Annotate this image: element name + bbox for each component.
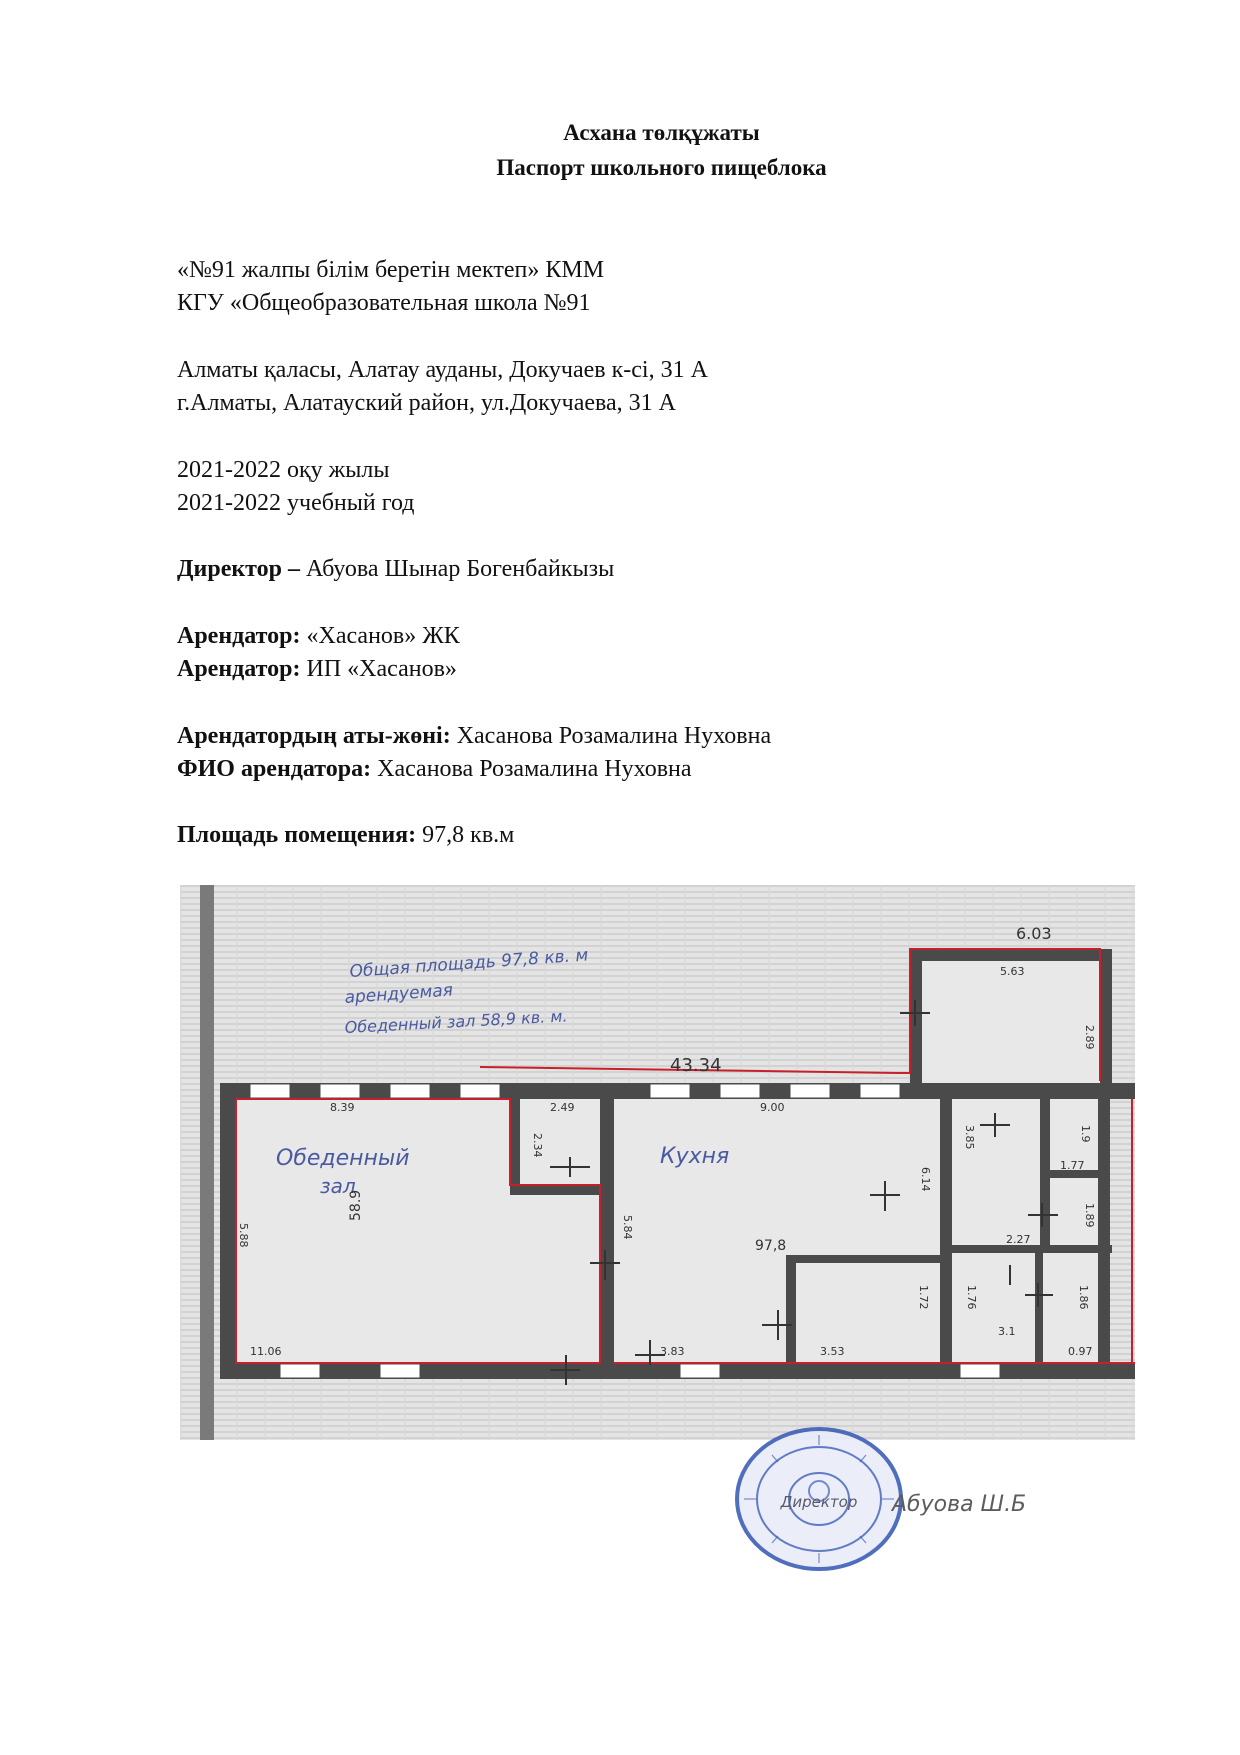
address-ru: г.Алматы, Алатауский район, ул.Докучаева, 31 А bbox=[177, 390, 676, 416]
director-label: Директор – bbox=[177, 556, 300, 582]
area-value: 97,8 кв.м bbox=[416, 822, 515, 848]
tenant-name-ru-value: Хасанова Розамалина Нуховна bbox=[371, 756, 692, 782]
title-kz: Асхана төлқұжаты bbox=[563, 120, 760, 145]
dining-hall-label-1: Обеденный bbox=[276, 1146, 410, 1171]
director-line bbox=[177, 556, 614, 583]
tenant-name-kz-line bbox=[177, 723, 771, 750]
tenant-kz-value: «Хасанов» ЖК bbox=[300, 623, 460, 649]
dim-3-53: 3.53 bbox=[820, 1345, 845, 1358]
dim-3-85: 3.85 bbox=[963, 1125, 976, 1150]
tenant-name-kz-label: Арендатордың аты-жөні: bbox=[177, 723, 451, 749]
dim-0-97: 0.97 bbox=[1068, 1345, 1093, 1358]
note-rented: арендуемая bbox=[343, 980, 454, 1008]
year-ru: 2021-2022 учебный год bbox=[177, 490, 415, 516]
note-total-area: Общая площадь 97,8 кв. м bbox=[348, 945, 589, 982]
dim-5-88: 5.88 bbox=[237, 1223, 250, 1248]
area-label: Площадь помещения: bbox=[177, 822, 417, 848]
dim-1-86: 1.86 bbox=[1077, 1285, 1090, 1310]
dining-hall-label-2: зал bbox=[320, 1174, 356, 1198]
director-signature: Абуова Ш.Б bbox=[892, 1492, 1027, 1517]
school-name-kz: «№91 жалпы білім беретін мектеп» КММ bbox=[177, 257, 605, 283]
dim-1-77: 1.77 bbox=[1060, 1159, 1085, 1172]
tenant-name-ru-label: ФИО арендатора: bbox=[177, 756, 372, 782]
tenant-kz-line bbox=[177, 623, 460, 650]
dim-2-89: 2.89 bbox=[1083, 1025, 1096, 1050]
kitchen-area-value: 97,8 bbox=[755, 1238, 787, 1254]
dining-area-value: 58.9 bbox=[348, 1189, 364, 1221]
dim-1-72: 1.72 bbox=[917, 1285, 930, 1310]
dim-9-00: 9.00 bbox=[760, 1101, 785, 1114]
left-edge-wall bbox=[200, 885, 214, 1440]
dim-6-14: 6.14 bbox=[919, 1167, 932, 1192]
year-kz: 2021-2022 оқу жылы bbox=[177, 457, 390, 483]
tenant-name-kz-value: Хасанова Розамалина Нуховна bbox=[450, 723, 772, 749]
stamp-seal-drawing bbox=[732, 1425, 907, 1573]
dim-11-06: 11.06 bbox=[250, 1345, 282, 1358]
official-stamp bbox=[732, 1425, 907, 1573]
dim-total-length: 43.34 bbox=[670, 1055, 722, 1076]
dim-1-9: 1.9 bbox=[1079, 1125, 1092, 1143]
floor-plan bbox=[180, 885, 1135, 1440]
kitchen-label: Кухня bbox=[660, 1144, 730, 1169]
dim-top-right: 6.03 bbox=[1016, 924, 1052, 943]
dim-2-49: 2.49 bbox=[550, 1101, 575, 1114]
school-name-ru: КГУ «Общеобразовательная школа №91 bbox=[177, 290, 591, 316]
dim-2-34: 2.34 bbox=[531, 1133, 544, 1158]
area-line bbox=[177, 822, 514, 849]
tenant-ru-label: Арендатор: bbox=[177, 656, 301, 682]
tenant-kz-label: Арендатор: bbox=[177, 623, 301, 649]
floor-plan-drawing bbox=[180, 885, 1135, 1440]
dim-2-27: 2.27 bbox=[1006, 1233, 1031, 1246]
tenant-name-ru-line bbox=[177, 756, 692, 783]
director-value: Абуова Шынар Богенбайкызы bbox=[300, 556, 615, 582]
dim-3-1: 3.1 bbox=[998, 1325, 1016, 1338]
dim-1-76: 1.76 bbox=[965, 1285, 978, 1310]
tenant-ru-line bbox=[177, 656, 457, 683]
title-ru: Паспорт школьного пищеблока bbox=[496, 155, 827, 180]
dim-8-39: 8.39 bbox=[330, 1101, 355, 1114]
dim-1-89: 1.89 bbox=[1083, 1203, 1096, 1228]
note-dining-area: Обеденный зал 58,9 кв. м. bbox=[344, 1006, 568, 1037]
address-kz: Алматы қаласы, Алатау ауданы, Докучаев к-сі, 31 А bbox=[177, 357, 708, 383]
stamp-center-text: Директор bbox=[780, 1493, 858, 1511]
dim-5-84: 5.84 bbox=[621, 1215, 634, 1240]
dim-3-83: 3.83 bbox=[660, 1345, 685, 1358]
tenant-ru-value: ИП «Хасанов» bbox=[300, 656, 457, 682]
dim-5-63: 5.63 bbox=[1000, 965, 1025, 978]
